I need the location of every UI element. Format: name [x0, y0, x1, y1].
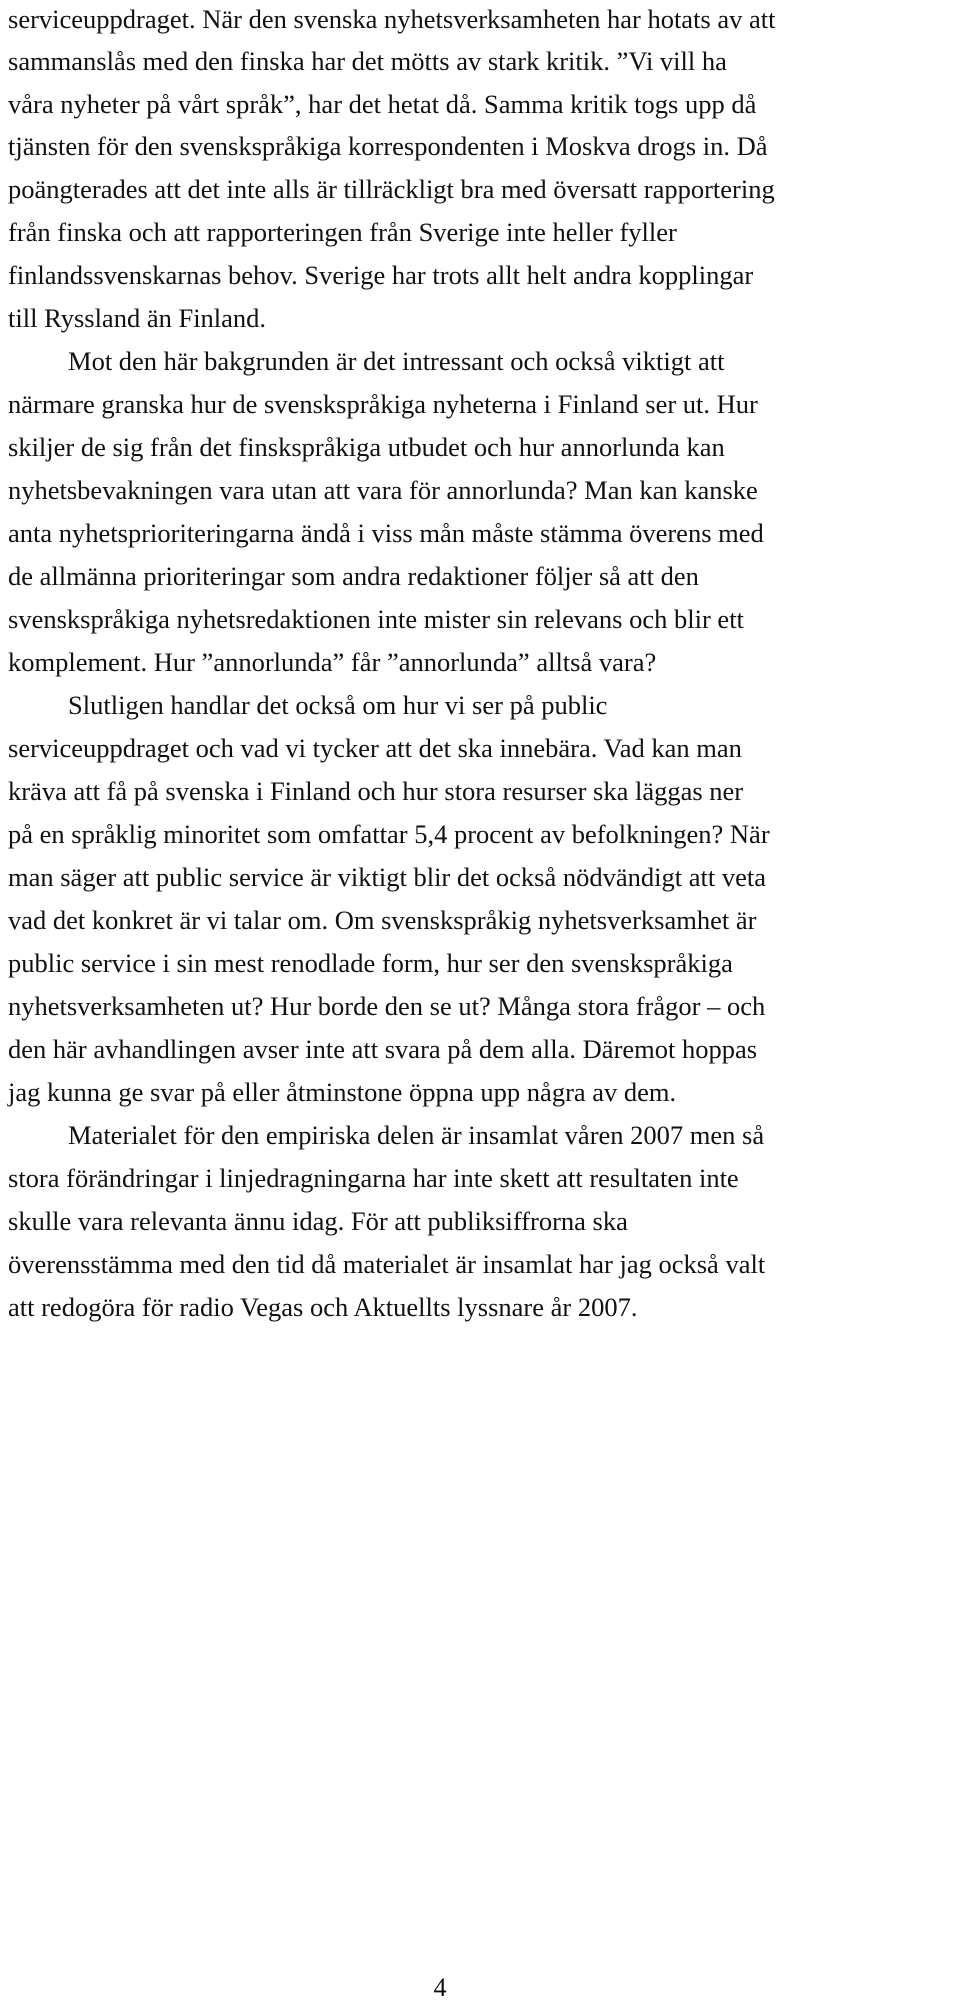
text-line: att redogöra för radio Vegas och Aktuellts lyssnare år 2007. [8, 1292, 638, 1322]
text-line: vad det konkret är vi talar om. Om svenskspråkig nyhetsverksamhet är [8, 905, 757, 935]
text-line: poängterades att det inte alls är tillräckligt bra med översatt rapportering [8, 174, 775, 204]
text-line: stora förändringar i linjedragningarna har inte skett att resultaten inte [8, 1163, 739, 1193]
text-line: finlandssvenskarnas behov. Sverige har trots allt helt andra kopplingar [8, 260, 754, 290]
text-line: den här avhandlingen avser inte att svara på dem alla. Däremot hoppas [8, 1034, 758, 1064]
text-line: man säger att public service är viktigt blir det också nödvändigt att veta [8, 862, 766, 892]
text-line: svenskspråkiga nyhetsredaktionen inte mister sin relevans och blir ett [8, 604, 744, 634]
text-line: Materialet för den empiriska delen är insamlat våren 2007 men så [68, 1120, 765, 1150]
text-line: tjänsten för den svenskspråkiga korrespondenten i Moskva drogs in. Då [8, 131, 768, 161]
text-line: från finska och att rapporteringen från Sverige inte heller fyller [8, 217, 677, 247]
text-line: public service i sin mest renodlade form, hur ser den svenskspråkiga [8, 948, 733, 978]
text-line: serviceuppdraget. När den svenska nyhetsverksamheten har hotats av att [8, 4, 776, 34]
text-line: Slutligen handlar det också om hur vi ser på public [68, 690, 608, 720]
text-line: nyhetsverksamheten ut? Hur borde den se ut? Många stora frågor – och [8, 991, 766, 1021]
text-line: våra nyheter på vårt språk”, har det hetat då. Samma kritik togs upp då [8, 89, 757, 119]
text-line: på en språklig minoritet som omfattar 5,4 procent av befolkningen? När [8, 819, 770, 849]
text-line: anta nyhetsprioriteringarna ändå i viss mån måste stämma överens med [8, 518, 764, 548]
text-line: närmare granska hur de svenskspråkiga nyheterna i Finland ser ut. Hur [8, 389, 758, 419]
text-line: sammanslås med den finska har det mötts av stark kritik. ”Vi vill ha [8, 46, 727, 76]
text-line: till Ryssland än Finland. [8, 303, 267, 333]
text-line: serviceuppdraget och vad vi tycker att det ska innebära. Vad kan man [8, 733, 742, 763]
text-line: Mot den här bakgrunden är det intressant och också viktigt att [68, 346, 725, 376]
text-line: komplement. Hur ”annorlunda” får ”annorlunda” alltså vara? [8, 647, 657, 677]
text-line: nyhetsbevakningen vara utan att vara för annorlunda? Man kan kanske [8, 475, 758, 505]
text-line: överensstämma med den tid då materialet är insamlat har jag också valt [8, 1249, 766, 1279]
text-line: kräva att få på svenska i Finland och hur stora resurser ska läggas ner [8, 776, 744, 806]
text-line: jag kunna ge svar på eller åtminstone öppna upp några av dem. [8, 1077, 677, 1107]
text-line: skiljer de sig från det finskspråkiga utbudet och hur annorlunda kan [8, 432, 725, 462]
text-line: skulle vara relevanta ännu idag. För att publiksiffrorna ska [8, 1206, 628, 1236]
text-line: de allmänna prioriteringar som andra redaktioner följer så att den [8, 561, 699, 591]
page-number: 4 [433, 1973, 447, 2002]
